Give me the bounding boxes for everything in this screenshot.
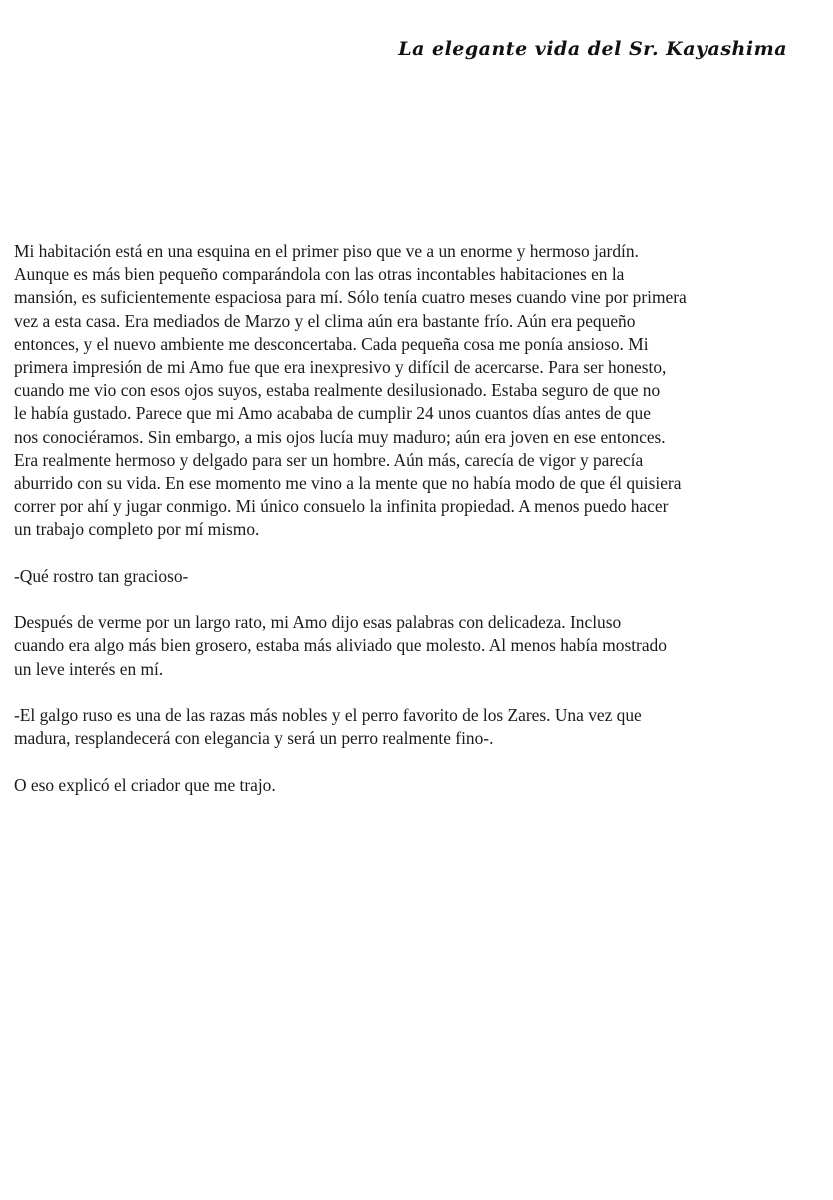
running-header-title: La elegante vida del Sr. Kayashima bbox=[398, 38, 787, 60]
paragraph-breeder: O eso explicó el criador que me trajo. bbox=[14, 774, 276, 795]
paragraph-quote-borzoi: -El galgo ruso es una de las razas más nobles y el perro favorito de los Zares. Una vez que madura, resplandecerá con elegancia y será un perro realmente fino-. bbox=[14, 705, 642, 749]
paragraph-master-reaction: Después de verme por un largo rato, mi Amo dijo esas palabras con delicadeza. Incluso cuando era algo más bien grosero, estaba más aliviado que molesto. Al menos había mostrado un leve interés en mí. bbox=[14, 612, 667, 679]
story-body bbox=[14, 240, 819, 820]
paragraph-quote-funny-face: -Qué rostro tan gracioso- bbox=[14, 565, 189, 586]
paragraph-room-description: Mi habitación está en una esquina en el primer piso que ve a un enorme y hermoso jardín. Aunque es más bien pequeño comparándola con las otras incontables habitaciones en la mansión, es suficientemente espaciosa para mí. Sólo tenía cuatro meses cuando vine por primera vez a esta casa. Era mediados de Marzo y el clima aún era bastante frío. Aún era pequeño entonces, y el nuevo ambiente me desconcertaba. Cada pequeña cosa me ponía ansioso. Mi primera impresión de mi Amo fue que era inexpresivo y difícil de acercarse. Para ser honesto, cuando me vio con esos ojos suyos, estaba realmente desilusionado. Estaba seguro de que no le había gustado. Parece que mi Amo acababa de cumplir 24 unos cuantos días antes de que nos conociéramos. Sin embargo, a mis ojos lucía muy maduro; aún era joven en ese entonces. Era realmente hermoso y delgado para ser un hombre. Aún más, carecía de vigor y parecía aburrido con su vida. En ese momento me vino a la mente que no había modo de que él quisiera correr por ahí y jugar conmigo. Mi único consuelo la infinita propiedad. A menos puedo hacer un trabajo completo por mí mismo. bbox=[14, 241, 687, 540]
